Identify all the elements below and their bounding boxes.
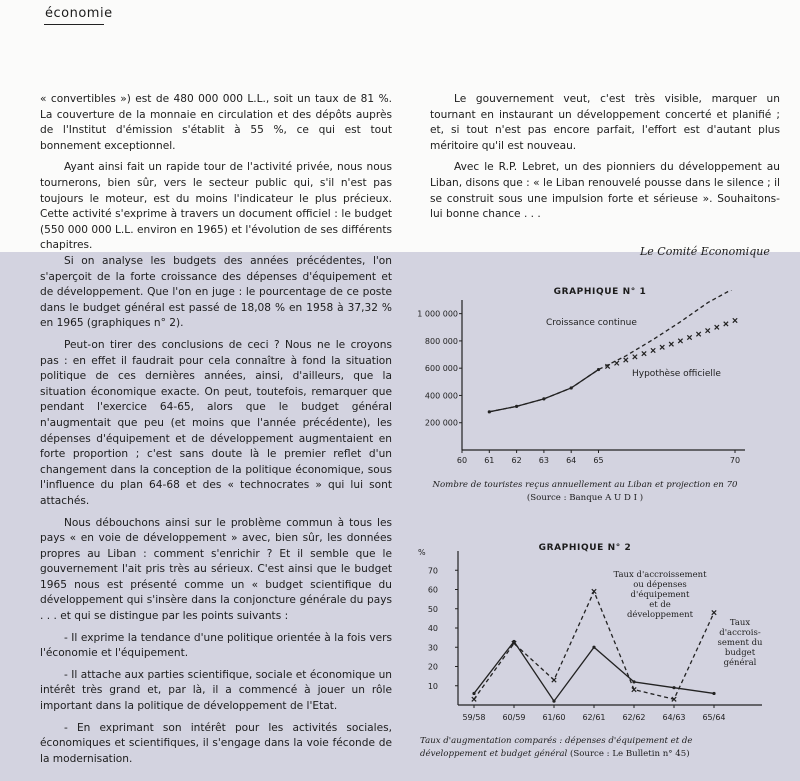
data-point (512, 640, 515, 643)
x-tick-label: 61 (484, 456, 495, 465)
series-label-croissance: Croissance continue (546, 318, 637, 328)
paragraph: Nous débouchons ainsi sur le problème commun à tous les pays « en voie de développement » avec, bien sûr, les données propres au Liban : comment s'enrichir ? Et il semble que le gouvernement l'ait pris très au sérieux. C'est ainsi que le budget 1965 nous est présenté comme un « budget scientifique du développement qui s'insère dans la conjoncture générale du pays . . . et qui se distingue par les points suivants : (40, 516, 392, 623)
data-point (570, 386, 573, 389)
chart1-plot (410, 290, 750, 490)
data-point (542, 397, 545, 400)
chart2-caption-block (420, 735, 750, 761)
data-point (472, 692, 475, 695)
series-historique (489, 370, 598, 412)
chart2-plot (410, 543, 770, 728)
y-tick-label: 50 (427, 604, 438, 614)
series-label-hypothese: Hypothèse officielle (632, 369, 721, 379)
x-tick-label: 62 (511, 456, 522, 465)
list-item: - Il exprime la tendance d'une politique orientée à la fois vers l'économie et l'équipement. (40, 631, 392, 660)
series-label-budget: général (723, 658, 757, 668)
x-tick-label: 62/62 (622, 713, 646, 722)
left-column-bottom (40, 254, 392, 767)
paragraph: « convertibles ») est de 480 000 000 L.L., soit un taux de 81 %. La couverture de la monnaie en circulation et des dépôts auprès de l'Institut d'émission s'établit à 55 %, ce qui est tout bonnement exceptionnel. (40, 93, 392, 152)
data-point (515, 405, 518, 408)
paragraph: Si on analyse les budgets des années précédentes, l'on s'aperçoit de la forte croissance des dépenses d'équipement et de développement. Que l'on en juge : le pourcentage de ce poste dans le budget général est passé de 18,08 % en 1958 à 37,32 % en 1965 (graphiques n° 2). (40, 255, 392, 330)
series-label-depenses: Taux d'accroissement (613, 570, 707, 580)
chart2-source: (Source : Le Bulletin n° 45) (570, 749, 690, 759)
data-point (632, 680, 635, 683)
paragraph: Ayant ainsi fait un rapide tour de l'activité privée, nous nous tournerons, bien sûr, vers le secteur public qui, s'il n'est pas toujours le moteur, est du moins l'indicateur le plus précieux. Cette activité s'exprime à travers un document officiel : le budget (550 000 000 L.L. environ en 1965) et l'évolution de ses différents chapitres. (40, 161, 392, 252)
series-label-depenses: et de (649, 600, 671, 610)
chart1-caption-block (410, 479, 760, 505)
data-point (472, 697, 476, 701)
projection-cross (633, 355, 637, 359)
projection-cross (660, 345, 664, 349)
y-tick-label: 30 (427, 643, 438, 653)
x-tick-label: 59/58 (462, 713, 486, 722)
projection-cross (624, 358, 628, 362)
data-point (552, 700, 555, 703)
x-tick-label: 65/64 (702, 713, 726, 722)
projection-cross (615, 361, 619, 365)
series-label-budget: sement du (717, 638, 763, 648)
data-point (592, 646, 595, 649)
projection-cross (706, 328, 710, 332)
chart2-title: GRAPHIQUE N° 2 (538, 543, 632, 553)
paragraph: Avec le R.P. Lebret, un des pionniers du développement au Liban, disons que : « le Liban renouvelé pousse dans le silence ; il se construit sous une impulsion forte et sérieuse ». Souhaitons-lui bonne chance . . . (430, 161, 780, 221)
list-item: - Il attache aux parties scientifique, sociale et économique un intérêt très grand et, par là, il a commencé à jouer un rôle important dans la politique de développement de l'Etat. (40, 668, 392, 713)
x-tick-label: 70 (729, 456, 741, 465)
y-tick-label: 1 000 000 (417, 309, 458, 319)
chart1-caption: Nombre de touristes reçus annuellement au Liban et projection en 70 (432, 480, 738, 490)
projection-cross (696, 332, 700, 336)
series-label-budget: budget (724, 648, 756, 658)
x-tick-label: 60 (456, 456, 468, 465)
x-tick-label: 63 (538, 456, 549, 465)
chart1-source: (Source : Banque A U D I ) (526, 493, 644, 503)
signature: Le Comité Economique (640, 245, 770, 258)
projection-cross (724, 322, 728, 326)
left-column-top (40, 92, 392, 254)
series-label-budget: Taux (729, 618, 751, 628)
y-tick-label: 60 (427, 585, 438, 595)
x-tick-label: 64/63 (662, 713, 686, 722)
series-label-depenses: d'équipement (630, 590, 690, 600)
series-label-depenses: ou dépenses (633, 580, 687, 590)
y-tick-label: 200 000 (424, 418, 458, 428)
y-tick-label: 40 (427, 624, 438, 633)
projection-cross (715, 325, 719, 329)
right-column-top (430, 92, 780, 223)
data-point (488, 410, 491, 413)
data-point (597, 368, 600, 371)
series-croissance-continue (489, 290, 735, 412)
x-tick-label: 61/60 (542, 713, 566, 722)
series-budget-general (474, 641, 714, 701)
y-tick-label: 10 (427, 681, 438, 691)
data-point (672, 686, 675, 689)
x-tick-label: 62/61 (582, 713, 606, 722)
data-point (552, 678, 556, 682)
x-tick-label: 65 (593, 456, 604, 465)
section-header: économie (45, 6, 113, 21)
series-label-budget: d'accrois- (719, 628, 761, 638)
series-label-depenses: développement (626, 610, 694, 620)
chart1-title: GRAPHIQUE N° 1 (553, 287, 647, 297)
y-tick-label: 70 (427, 566, 438, 576)
projection-cross (687, 335, 691, 339)
data-point (712, 610, 716, 614)
y-tick-label: 600 000 (424, 364, 458, 374)
series-depenses-equipement (474, 591, 714, 699)
projection-cross (669, 342, 673, 346)
y-axis-label: % (418, 548, 426, 557)
paragraph: Le gouvernement veut, c'est très visible, marquer un tournant en instaurant un développement concerté et planifié ; et, si tout n'est pas encore parfait, l'effort est d'autant plus méritoire qu'il est nouveau. (430, 93, 780, 152)
projection-cross (678, 339, 682, 343)
projection-cross (642, 351, 646, 355)
data-point (712, 692, 715, 695)
projection-cross (651, 348, 655, 352)
header-underline (44, 24, 104, 25)
projection-cross (733, 318, 737, 322)
list-item: - En exprimant son intérêt pour les activités sociales, économiques et scientifiques, il s'engage dans la voie féconde de la modernisation. (40, 721, 392, 765)
x-tick-label: 64 (566, 456, 577, 465)
y-tick-label: 20 (427, 662, 438, 672)
y-tick-label: 400 000 (424, 391, 458, 401)
chart2-caption: Taux d'augmentation comparés : dépenses d'équipement et de développement et budget général (420, 736, 693, 759)
paragraph: Peut-on tirer des conclusions de ceci ? Nous ne le croyons pas : en effet il faudrait pour cela connaître à fond la situation politique de ces dernières années, ainsi, d'ailleurs, que la situation économique exacte. On peut, toutefois, remarquer que pendant l'exercice 64-65, alors que le budget général n'augmentait que peu (et moins que l'année précédente), les dépenses d'équipement et de développement augmentaient en forte proportion ; c'est sans doute là le premier reflet d'un changement dans la conception de la politique économique, sous l'influence du plan 64-68 et des « technocrates » qui lui sont attachés. (40, 338, 392, 507)
y-tick-label: 800 000 (424, 336, 458, 346)
x-tick-label: 60/59 (502, 713, 526, 722)
